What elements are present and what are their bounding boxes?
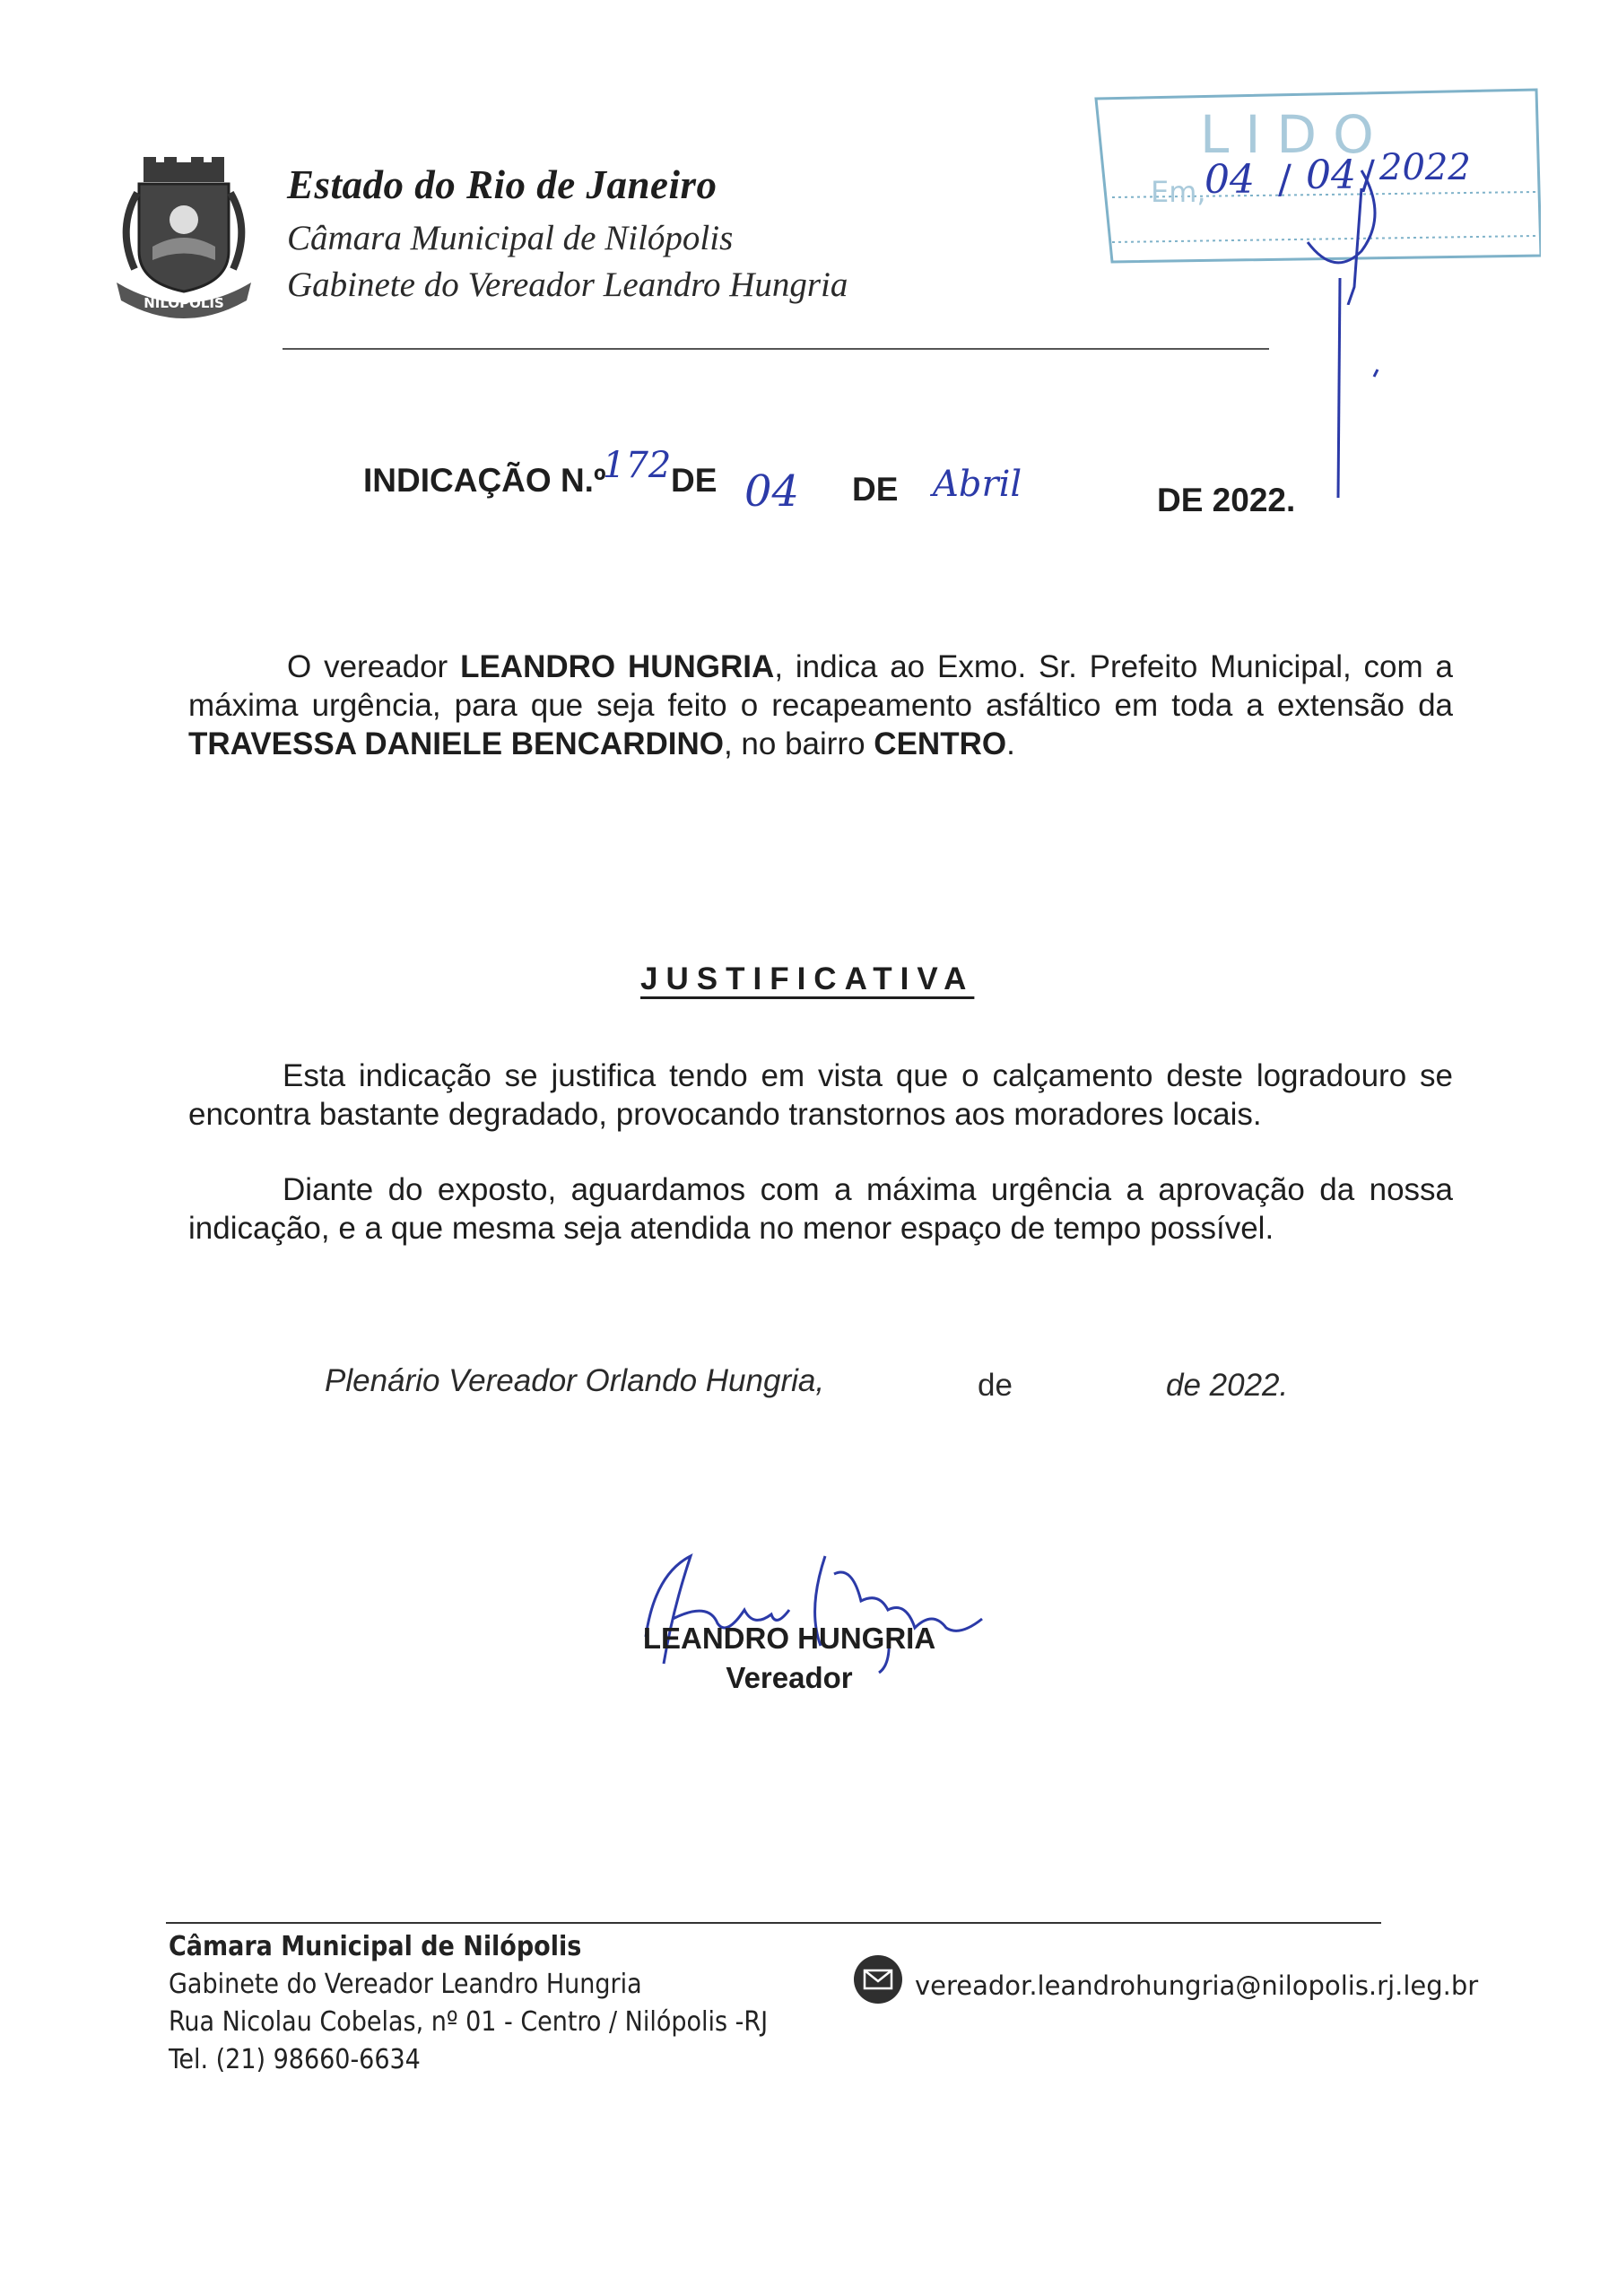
- svg-text:/: /: [1361, 152, 1375, 198]
- footer-phone: Tel. (21) 98660-6634: [169, 2044, 421, 2075]
- stamp-word: LIDO: [1200, 104, 1390, 165]
- header-chamber: Câmara Municipal de Nilópolis: [287, 219, 734, 257]
- indicacao-number: 172: [603, 445, 672, 486]
- crest-ribbon-text: NILÓPOLIS: [144, 295, 224, 311]
- indicacao-month: Abril: [933, 464, 1022, 505]
- justificativa-title: JUSTIFICATIVA: [640, 961, 975, 996]
- stamp-day: 04: [1205, 157, 1255, 203]
- signer-name: LEANDRO HUNGRIA: [642, 1622, 936, 1655]
- indicacao-year: DE 2022.: [1157, 482, 1296, 518]
- vereador-name: LEANDRO HUNGRIA: [460, 649, 775, 684]
- closing-de: de: [978, 1368, 1013, 1403]
- paragraph-justificativa: Esta indicação se justifica tendo em vista que o calçamento deste logradouro se encontra bastante degradado, provocando transtornos aos moradores locais.: [188, 1058, 1453, 1132]
- header-office: Gabinete do Vereador Leandro Hungria: [287, 265, 848, 304]
- footer-divider: [166, 1922, 1381, 1924]
- paragraph-indicacao: O vereador LEANDRO HUNGRIA, indica ao Exmo. Sr. Prefeito Municipal, com a máxima urgência, para que seja feito o recapeamento asfáltico em toda a extensão da TRAVESSA DANIELE BENCARDINO, no bairro CENTRO.: [188, 649, 1453, 761]
- stamp-month: 04: [1306, 152, 1356, 198]
- stamp-year: 2022: [1379, 147, 1471, 188]
- pen-mark: [1327, 269, 1381, 511]
- footer-chamber: Câmara Municipal de Nilópolis: [169, 1931, 582, 1962]
- header-state: Estado do Rio de Janeiro: [287, 162, 718, 207]
- street-name: TRAVESSA DANIELE BENCARDINO: [188, 726, 724, 761]
- header-divider: [283, 348, 1269, 350]
- stamp-prefix: Em,: [1151, 175, 1206, 209]
- municipal-crest-icon: [112, 157, 256, 318]
- indicacao-de-1: DE: [671, 462, 718, 499]
- footer-address: Rua Nicolau Cobelas, nº 01 - Centro / Nilópolis -RJ: [169, 2006, 769, 2038]
- closing-year: de 2022.: [1166, 1368, 1289, 1403]
- footer-office: Gabinete do Vereador Leandro Hungria: [169, 1969, 642, 2000]
- indicacao-day: 04: [744, 466, 800, 517]
- indicacao-de-2: DE: [852, 471, 899, 508]
- footer-email[interactable]: vereador.leandrohungria@nilopolis.rj.leg.br: [915, 1970, 1479, 2001]
- closing-place: Plenário Vereador Orlando Hungria,: [325, 1363, 825, 1398]
- lido-stamp: [1092, 54, 1541, 305]
- indicacao-label: INDICAÇÃO N.º: [363, 462, 606, 499]
- paragraph-conclusao: Diante do exposto, aguardamos com a máxima urgência a aprovação da nossa indicação, e a que mesma seja atendida no menor espaço de tempo possível.: [188, 1172, 1453, 1246]
- signer-role: Vereador: [726, 1661, 853, 1694]
- email-icon: [852, 1953, 904, 2005]
- district-name: CENTRO: [874, 726, 1007, 761]
- svg-text:/: /: [1278, 157, 1292, 203]
- signature-scrawl: [619, 1538, 996, 1682]
